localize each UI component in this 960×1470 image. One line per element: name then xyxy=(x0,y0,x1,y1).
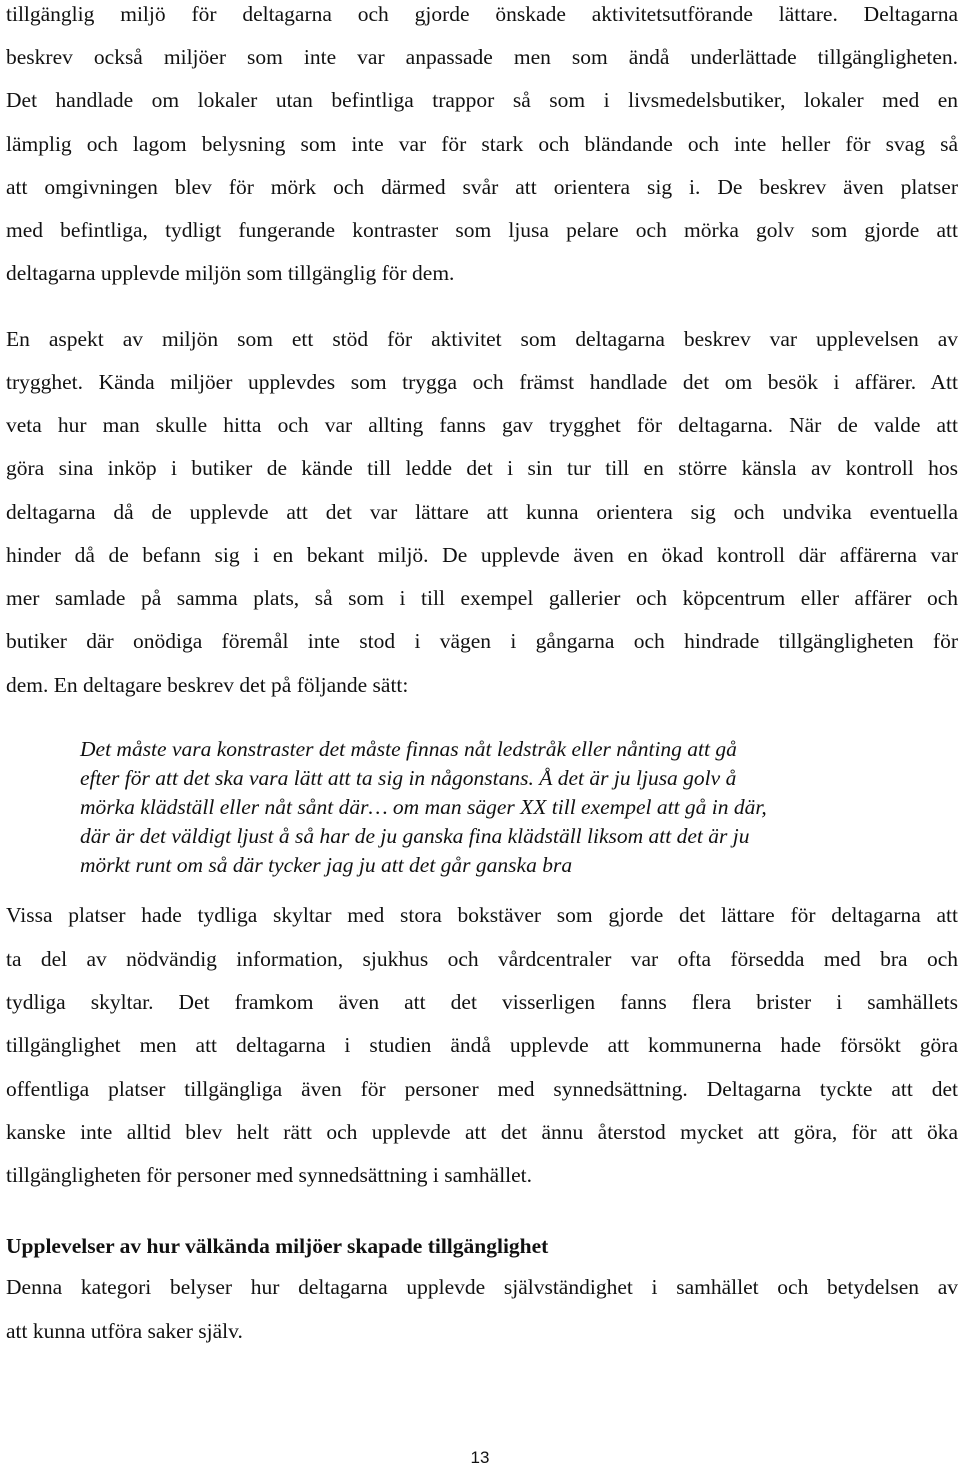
paragraph-1-line-2: beskrev också miljöer som inte var anpassade men som ändå underlättade tillgängligheten. xyxy=(6,45,958,69)
paragraph-1-line-6: med befintliga, tydligt fungerande kontraster som ljusa pelare och mörka golv som gjorde att xyxy=(6,218,958,242)
paragraph-1-line-5: att omgivningen blev för mörk och därmed svår att orientera sig i. De beskrev även platser xyxy=(6,175,958,199)
paragraph-2-line-4: göra sina inköp i butiker de kände till ledde det i sin tur till en större känsla av kontroll hos xyxy=(6,456,958,480)
quote-line-1: Det måste vara konstraster det måste finnas nåt ledstråk eller nånting att gå xyxy=(80,737,737,761)
paragraph-3-line-2: ta del av nödvändig information, sjukhus och vårdcentraler var ofta försedda med bra och xyxy=(6,947,958,971)
section-heading: Upplevelser av hur välkända miljöer skapade tillgänglighet xyxy=(6,1234,549,1258)
paragraph-1-line-4: lämplig och lagom belysning som inte var för stark och bländande och inte heller för svag så xyxy=(6,132,958,156)
paragraph-1-line-1: tillgänglig miljö för deltagarna och gjorde önskade aktivitetsutförande lättare. Deltagarna xyxy=(6,2,958,26)
paragraph-3-line-4: tillgänglighet men att deltagarna i studien ändå upplevde att kommunerna hade försökt göra xyxy=(6,1033,958,1057)
quote-line-2: efter för att det ska vara lätt att ta sig in någonstans. Å det är ju ljusa golv å xyxy=(80,766,737,790)
paragraph-2-line-3: veta hur man skulle hitta och var allting fanns gav trygghet för deltagarna. När de valde att xyxy=(6,413,958,437)
paragraph-1-line-7: deltagarna upplevde miljön som tillgänglig för dem. xyxy=(6,261,455,285)
quote-line-4: där är det väldigt ljust å så har de ju ganska fina klädställ liksom att det är ju xyxy=(80,824,750,848)
paragraph-2-line-8: butiker där onödiga föremål inte stod i vägen i gångarna och hindrade tillgängligheten för xyxy=(6,629,958,653)
paragraph-2-line-5: deltagarna då de upplevde att det var lättare att kunna orientera sig och undvika eventuella xyxy=(6,500,958,524)
paragraph-2-line-1: En aspekt av miljön som ett stöd för aktivitet som deltagarna beskrev var upplevelsen av xyxy=(6,327,958,351)
paragraph-3-line-3: tydliga skyltar. Det framkom även att det visserligen fanns flera brister i samhällets xyxy=(6,990,958,1014)
paragraph-3-line-6: kanske inte alltid blev helt rätt och upplevde att det ännu återstod mycket att göra, för att öka xyxy=(6,1120,958,1144)
paragraph-3-line-5: offentliga platser tillgängliga även för personer med synnedsättning. Deltagarna tyckte att det xyxy=(6,1077,958,1101)
quote-line-5: mörkt runt om så där tycker jag ju att det går ganska bra xyxy=(80,853,573,877)
paragraph-3-line-7: tillgängligheten för personer med synnedsättning i samhället. xyxy=(6,1163,533,1187)
paragraph-4-line-1: Denna kategori belyser hur deltagarna upplevde självständighet i samhället och betydelsen av xyxy=(6,1275,958,1299)
paragraph-4-line-2: att kunna utföra saker själv. xyxy=(6,1319,243,1343)
paragraph-2-line-7: mer samlade på samma plats, så som i till exempel gallerier och köpcentrum eller affärer och xyxy=(6,586,958,610)
paragraph-2-line-6: hinder då de befann sig i en bekant miljö. De upplevde även en ökad kontroll där affärerna var xyxy=(6,543,958,567)
page-number: 13 xyxy=(470,1448,490,1467)
paragraph-2-line-2: trygghet. Kända miljöer upplevdes som trygga och främst handlade det om besök i affärer. Att xyxy=(6,370,958,394)
quote-line-3: mörka klädställ eller nåt sånt där… om man säger XX till exempel att gå in där, xyxy=(80,795,767,819)
paragraph-3-line-1: Vissa platser hade tydliga skyltar med stora bokstäver som gjorde det lättare för deltagarna att xyxy=(6,903,958,927)
paragraph-2-line-9: dem. En deltagare beskrev det på följande sätt: xyxy=(6,673,409,697)
paragraph-1-line-3: Det handlade om lokaler utan befintliga trappor så som i livsmedelsbutiker, lokaler med en xyxy=(6,88,958,112)
